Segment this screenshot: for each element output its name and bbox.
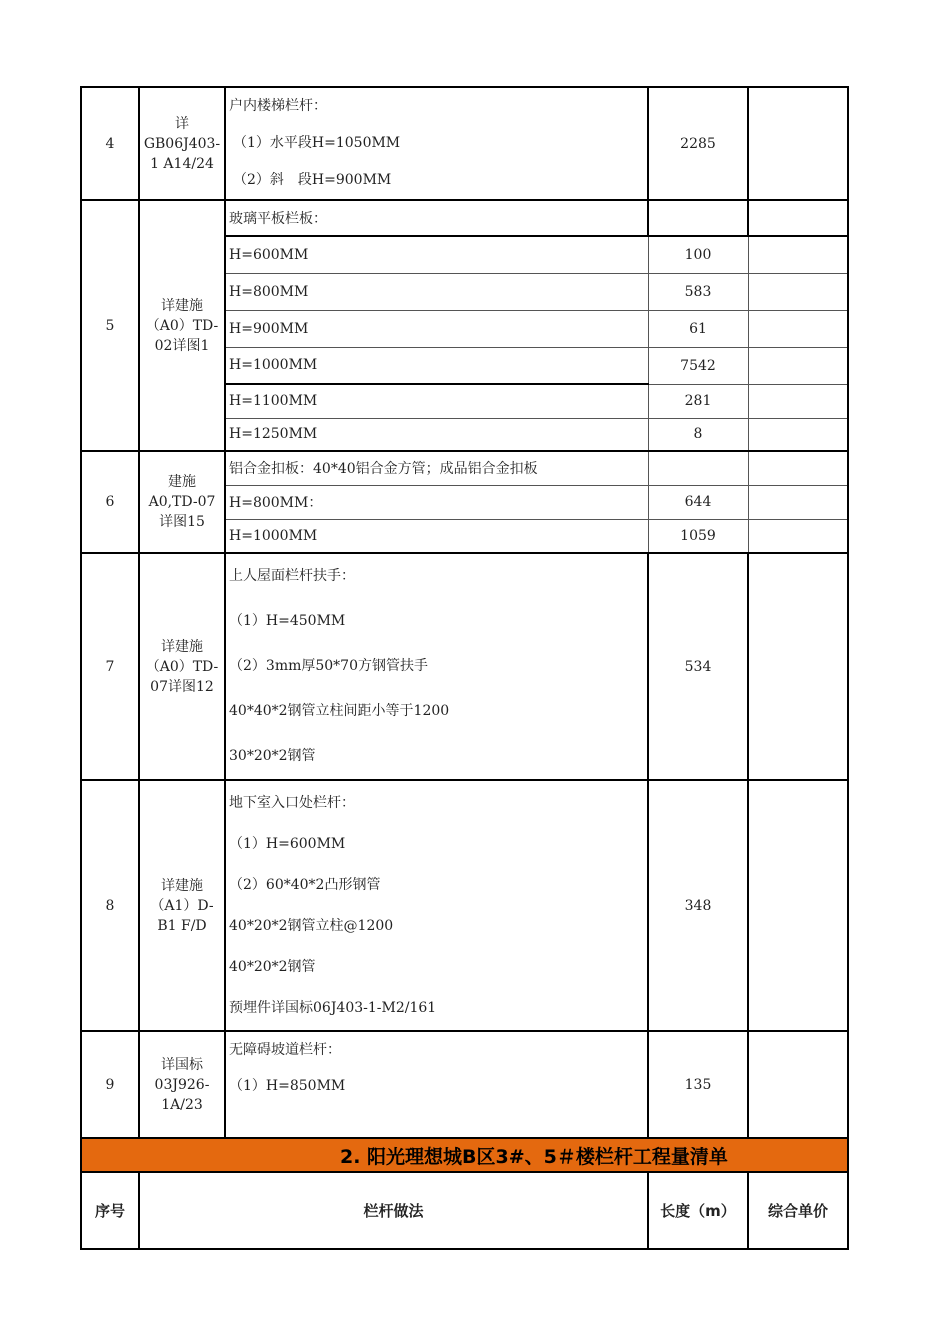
unit-price-cell[interactable]: [748, 418, 848, 451]
row-number: 4: [81, 87, 139, 200]
row-number: 5: [81, 200, 139, 451]
method-line: （2）3mm厚50*70方钢管扶手: [229, 658, 428, 674]
ref-line: 07详图12: [150, 678, 214, 695]
length-value: 135: [648, 1031, 748, 1138]
length-value: 534: [648, 553, 748, 780]
ref-line: B1 F/D: [157, 917, 207, 934]
unit-price-cell[interactable]: [748, 200, 848, 236]
unit-price-cell[interactable]: [748, 347, 848, 384]
ref-line: （A0）TD-: [145, 317, 219, 334]
length-value: 583: [648, 273, 748, 310]
row-number: 9: [81, 1031, 139, 1138]
ref-line: （A0）TD-: [145, 658, 219, 675]
method-line: 40*20*2钢管立柱@1200: [229, 917, 394, 934]
table-row: [81, 451, 848, 485]
railing-table: [80, 86, 849, 1250]
section-title: 2. 阳光理想城B区3#、5＃楼栏杆工程量清单: [81, 1138, 848, 1172]
column-header-row: [81, 1172, 848, 1249]
method-cell: H=800MM：: [225, 485, 648, 519]
ref-line: 1 A14/24: [150, 155, 214, 172]
table-row: [81, 553, 848, 780]
method-line: 户内楼梯栏杆：: [229, 98, 327, 114]
ref-line: A0,TD-07: [148, 494, 216, 510]
method-line: （1）H=450MM: [229, 613, 346, 629]
section-header-row: [81, 1138, 848, 1172]
table-row: [81, 200, 848, 236]
drawing-ref: [139, 451, 225, 553]
method-cell: H=1000MM: [225, 519, 648, 553]
method-line: （1）水平段H=1050MM: [233, 135, 401, 151]
ref-line: 03J926-: [154, 1076, 210, 1093]
drawing-ref: [139, 553, 225, 780]
drawing-ref: [139, 1031, 225, 1138]
length-value: 281: [648, 384, 748, 418]
unit-price-cell[interactable]: [748, 87, 848, 200]
method-line: 预埋件详国标06J403-1-M2/161: [229, 999, 437, 1016]
method-cell: 铝合金扣板：40*40铝合金方管；成品铝合金扣板: [225, 451, 648, 485]
table-row: [81, 780, 848, 1031]
method-line: （2）60*40*2凸形钢管: [229, 876, 381, 893]
method-line: 30*20*2钢管: [229, 748, 316, 764]
unit-price-cell[interactable]: [748, 451, 848, 485]
unit-price-cell[interactable]: [748, 519, 848, 553]
ref-line: （A1）D-: [150, 897, 214, 914]
method-cell: H=1100MM: [225, 384, 648, 418]
column-header-no: 序号: [81, 1172, 139, 1249]
method-line: 上人屋面栏杆扶手：: [229, 568, 355, 584]
ref-line: 详建施: [161, 297, 203, 314]
ref-line: 详建施: [161, 638, 203, 655]
ref-line: 建施: [168, 474, 196, 490]
ref-line: 详图15: [159, 514, 205, 530]
ref-line: 详: [175, 115, 189, 132]
length-value: 348: [648, 780, 748, 1031]
method-cell: [225, 1031, 648, 1138]
column-header-price: 综合单价: [748, 1172, 848, 1249]
method-cell: H=1250MM: [225, 418, 648, 451]
drawing-ref: [139, 780, 225, 1031]
unit-price-cell[interactable]: [748, 780, 848, 1031]
method-cell: H=600MM: [225, 236, 648, 273]
unit-price-cell[interactable]: [748, 1031, 848, 1138]
method-cell: [225, 553, 648, 780]
length-value: [648, 200, 748, 236]
unit-price-cell[interactable]: [748, 273, 848, 310]
unit-price-cell[interactable]: [748, 310, 848, 347]
length-value: 61: [648, 310, 748, 347]
length-value: 2285: [648, 87, 748, 200]
unit-price-cell[interactable]: [748, 384, 848, 418]
length-value: 8: [648, 418, 748, 451]
length-value: 644: [648, 485, 748, 519]
column-header-length: 长度（m）: [648, 1172, 748, 1249]
method-line: 40*20*2钢管: [229, 958, 316, 975]
method-line: 无障碍坡道栏杆：: [229, 1042, 341, 1058]
length-value: [648, 451, 748, 485]
method-cell: [225, 780, 648, 1031]
method-cell: H=900MM: [225, 310, 648, 347]
ref-line: 详建施: [161, 877, 203, 894]
length-value: 7542: [648, 347, 748, 384]
method-cell: H=800MM: [225, 273, 648, 310]
ref-line: GB06J403-: [143, 135, 221, 152]
method-line: 地下室入口处栏杆：: [229, 794, 355, 811]
unit-price-cell[interactable]: [748, 485, 848, 519]
row-number: 7: [81, 553, 139, 780]
method-cell: 玻璃平板栏板：: [225, 200, 648, 236]
method-cell: H=1000MM: [225, 347, 648, 384]
ref-line: 详国标: [161, 1056, 203, 1073]
method-cell: [225, 87, 648, 200]
method-line: （2）斜 段H=900MM: [233, 172, 392, 188]
method-line: （1）H=850MM: [229, 1078, 346, 1094]
table-row: [81, 1031, 848, 1138]
unit-price-cell[interactable]: [748, 236, 848, 273]
row-number: 8: [81, 780, 139, 1031]
ref-line: 1A/23: [161, 1096, 203, 1113]
unit-price-cell[interactable]: [748, 553, 848, 780]
column-header-method: 栏杆做法: [139, 1172, 648, 1249]
drawing-ref: [139, 200, 225, 451]
table-row: [81, 87, 848, 200]
method-line: （1）H=600MM: [229, 835, 346, 852]
method-line: 40*40*2钢管立柱间距小等于1200: [229, 703, 450, 719]
length-value: 100: [648, 236, 748, 273]
drawing-ref: [139, 87, 225, 200]
ref-line: 02详图1: [154, 337, 210, 354]
quantity-sheet: [80, 86, 847, 1250]
length-value: 1059: [648, 519, 748, 553]
row-number: 6: [81, 451, 139, 553]
